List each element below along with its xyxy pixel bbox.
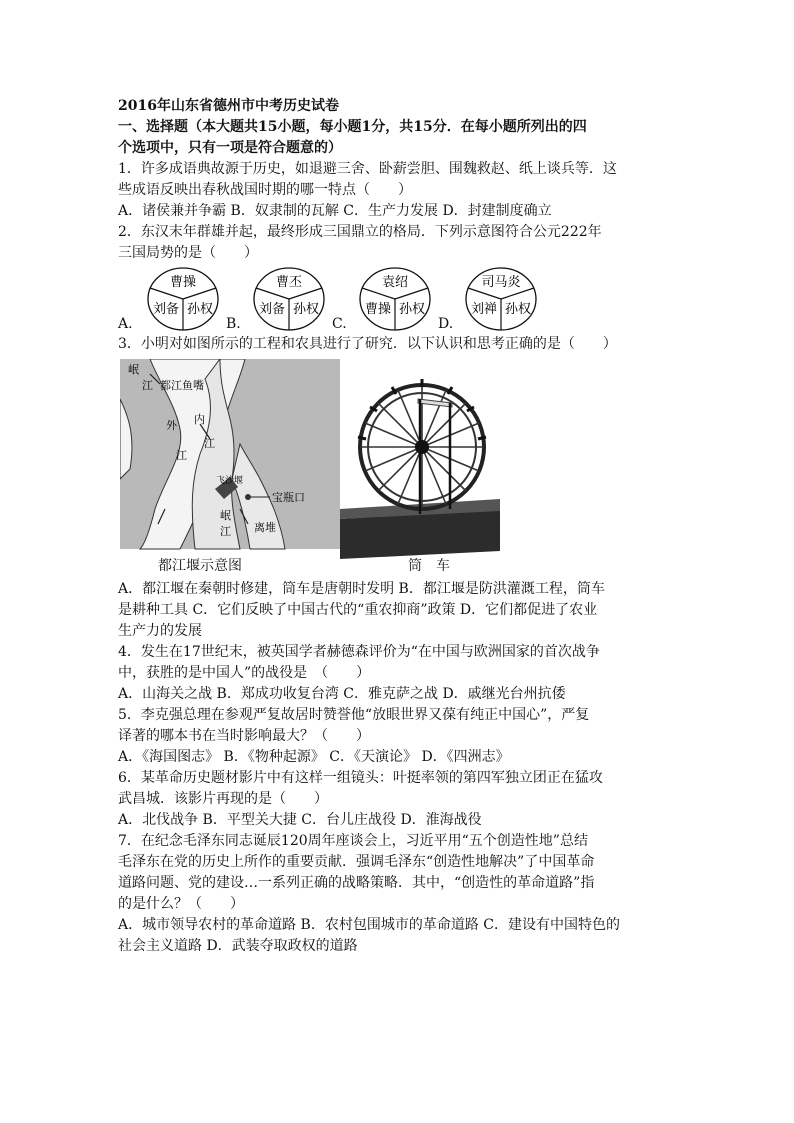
q3-options-line-2: 是耕种工具 C．它们反映了中国古代的“重农抑商”政策 D．它们都促进了农业 xyxy=(118,602,598,618)
q7-line-3: 道路问题、党的建设…一系列正确的战略策略．其中，“创造性的革命道路”指 xyxy=(118,875,595,891)
dujiangyan-map xyxy=(120,359,345,565)
q3-figures xyxy=(118,359,678,579)
q7-line-2: 毛泽东在党的历史上所作的重要贡献．强调毛泽东“创造性地解决”了中国革命 xyxy=(118,854,595,870)
option-b-top: 曹丕 xyxy=(275,275,303,290)
tongche-waterwheel-image xyxy=(340,359,500,559)
option-b-right: 孙权 xyxy=(292,302,320,317)
map-label-min-2: 岷 xyxy=(220,509,231,522)
q7-line-4: 的是什么？（ ） xyxy=(118,896,244,912)
map-label-jiang-3: 江 xyxy=(176,449,187,462)
map-caption: 都江堰示意图 xyxy=(158,558,242,574)
q7-line-1: 7．在纪念毛泽东同志诞辰120周年座谈会上，习近平用“五个创造性地”总结 xyxy=(118,833,588,849)
option-b-letter: B. xyxy=(226,316,241,332)
option-c-top: 袁绍 xyxy=(381,275,409,290)
option-a-right: 孙权 xyxy=(186,302,214,317)
waterwheel-caption: 筒 车 xyxy=(408,558,450,574)
exam-page xyxy=(118,96,678,957)
option-b-pie-diagram xyxy=(252,266,326,332)
question-1 xyxy=(118,159,678,222)
map-label-baoping: 宝瓶口 xyxy=(272,491,305,504)
option-a-top: 曹操 xyxy=(169,275,197,290)
question-3 xyxy=(118,334,678,642)
map-label-jiang-4: 江 xyxy=(220,525,231,538)
option-d-pie-diagram xyxy=(464,266,538,332)
question-7 xyxy=(118,831,678,957)
q3-options-line-3: 生产力的发展 xyxy=(118,623,202,639)
option-a-letter: A. xyxy=(118,316,133,332)
section-heading-line-2: 个选项中，只有一项是符合题意的） xyxy=(118,140,342,156)
q1-line-2: 些成语反映出春秋战国时期的哪一特点（ ） xyxy=(118,182,412,198)
option-c-letter: C. xyxy=(332,316,347,332)
q1-line-1: 1．许多成语典故源于历史，如退避三舍、卧薪尝胆、围魏救赵、纸上谈兵等．这 xyxy=(118,161,617,177)
q6-line-2: 武昌城．该影片再现的是（ ） xyxy=(118,791,328,807)
q2-line-1: 2．东汉末年群雄并起，最终形成三国鼎立的格局．下列示意图符合公元222年 xyxy=(118,224,602,240)
q6-line-1: 6．某革命历史题材影片中有这样一组镜头：叶挺率领的第四军独立团正在猛攻 xyxy=(118,770,603,786)
q3-options-line-1: A．都江堰在秦朝时修建，筒车是唐朝时发明 B．都江堰是防洪灌溉工程，筒车 xyxy=(118,581,605,597)
exam-title: 2016年山东省德州市中考历史试卷 xyxy=(118,98,339,114)
q4-options: A．山海关之战 B．郑成功收复台湾 C．雅克萨之战 D．戚继光台州抗倭 xyxy=(118,686,566,702)
question-5 xyxy=(118,705,678,768)
option-d-left: 刘禅 xyxy=(470,302,498,317)
question-6 xyxy=(118,768,678,831)
option-c-right: 孙权 xyxy=(398,302,426,317)
option-a-left: 刘备 xyxy=(152,302,180,317)
q7-options-line-1: A．城市领导农村的革命道路 B．农村包围城市的革命道路 C．建设有中国特色的 xyxy=(118,917,621,933)
option-c-pie-diagram xyxy=(358,266,432,332)
map-label-wai: 外 xyxy=(166,419,177,432)
q2-diagram-options xyxy=(118,266,678,334)
section-heading-line-1: 一、选择题（本大题共15小题，每小题1分，共15分．在每小题所列出的四 xyxy=(118,119,587,135)
q4-line-2: 中，获胜的是中国人”的战役是 （ ） xyxy=(118,665,371,681)
q4-line-1: 4．发生在17世纪末，被英国学者赫德森评价为“在中国与欧洲国家的首次战争 xyxy=(118,644,600,660)
map-label-jiang-2: 江 xyxy=(204,437,215,450)
map-label-yuzui: 都江鱼嘴 xyxy=(160,379,204,392)
map-label-min-top: 岷 xyxy=(128,363,139,376)
option-c-left: 曹操 xyxy=(364,302,392,317)
question-4 xyxy=(118,642,678,705)
map-label-jiang-1: 江 xyxy=(142,379,153,392)
q2-line-2: 三国局势的是（ ） xyxy=(118,245,258,261)
map-label-nei: 内 xyxy=(194,413,205,426)
option-d-top: 司马炎 xyxy=(481,275,521,290)
option-a-pie-diagram xyxy=(146,266,220,332)
q3-stem: 3．小明对如图所示的工程和农具进行了研究．以下认识和思考正确的是（ ） xyxy=(118,336,617,352)
question-2 xyxy=(118,222,678,334)
option-b-left: 刘备 xyxy=(258,302,286,317)
q5-line-2: 译著的哪本书在当时影响最大？（ ） xyxy=(118,728,370,744)
q5-options: A．《海国图志》 B．《物种起源》 C．《天演论》 D．《四洲志》 xyxy=(118,749,510,765)
option-d-right: 孙权 xyxy=(504,302,532,317)
map-label-lidui: 离堆 xyxy=(254,521,276,534)
map-label-feisha: 飞沙堰 xyxy=(216,476,244,486)
q6-options: A．北伐战争 B．平型关大捷 C．台儿庄战役 D．淮海战役 xyxy=(118,812,482,828)
q7-options-line-2: 社会主义道路 D．武装夺取政权的道路 xyxy=(118,938,358,954)
q5-line-1: 5．李克强总理在参观严复故居时赞誉他“放眼世界又葆有纯正中国心”，严复 xyxy=(118,707,590,723)
q1-options: A．诸侯兼并争霸 B．奴隶制的瓦解 C．生产力发展 D．封建制度确立 xyxy=(118,203,552,219)
option-d-letter: D. xyxy=(438,316,454,332)
